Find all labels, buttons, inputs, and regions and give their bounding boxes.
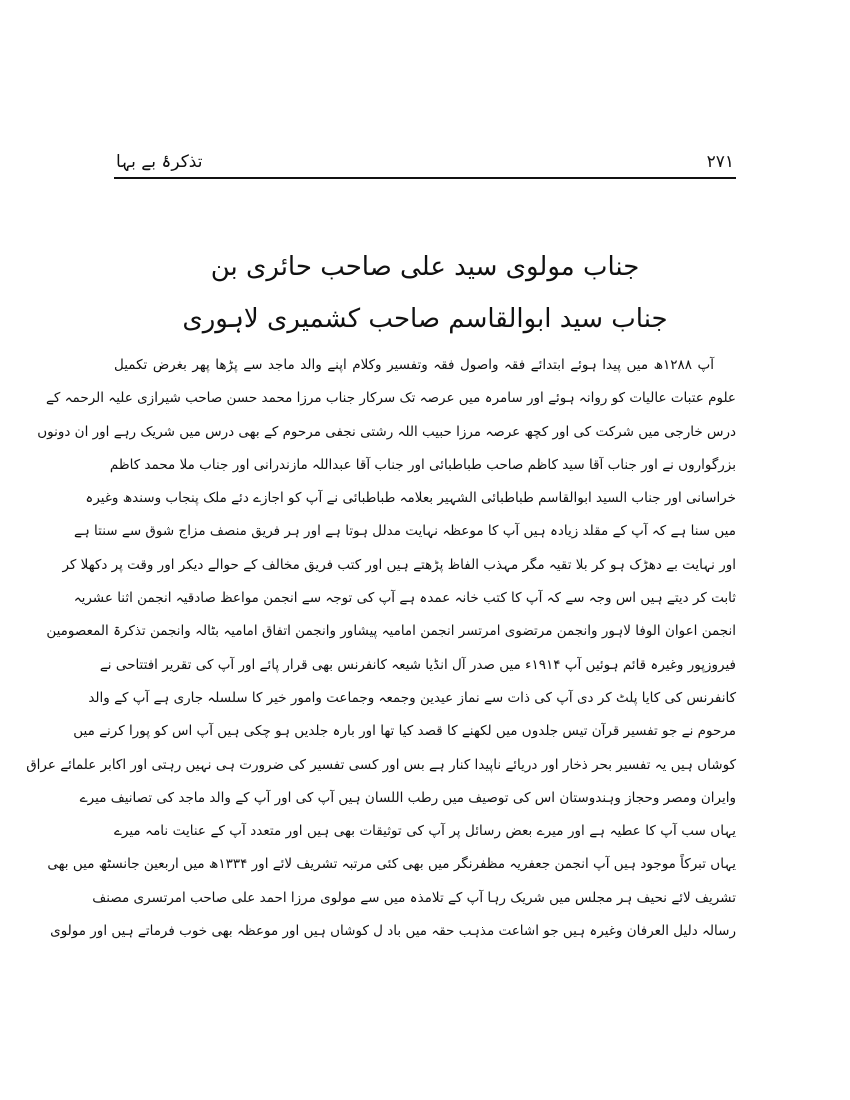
- body-line: کوشاں ہیں یہ تفسیر بحر ذخار اور دریائے ناپیدا کنار ہے بس اور کسی تفسیر کی ضرورت ہی نہیں رہتی اور اکابر علمائے عراق: [26, 756, 736, 773]
- body-line: علوم عتبات عالیات کو روانہ ہوئے اور سامرہ میں عرصہ تک سرکار جناب مرزا محمد حسن صاحب شیرازی علیہ الرحمہ کے: [46, 390, 736, 407]
- body-line: رسالہ دلیل العرفان وغیرہ ہیں جو اشاعت مذہب حقہ میں باد ل کوشاں ہیں اور موعظہ بھی خوب فرماتے ہیں اور مولوی: [50, 923, 736, 940]
- section-heading-line-1: جناب مولوی سید علی صاحب حائری بن: [210, 252, 640, 282]
- body-line: آپ ۱۲۸۸ھ میں پیدا ہوئے ابتدائے فقہ واصول فقہ وتفسیر وکلام اپنے والد ماجد سے پڑھا پھر بغرض تکمیل: [114, 357, 714, 373]
- body-line: یہاں سب آپ کا عطیہ ہے اور میرے بعض رسائل پر آپ کی توثیقات بھی ہیں اور متعدد آپ کے عنایت نامہ میرے: [114, 823, 736, 840]
- body-line: کانفرنس کی کایا پلٹ کر دی آپ کی ذات سے نماز عیدین وجمعہ وجماعت وامور خیر کا سلسلہ جاری ہے آپ کے والد: [88, 689, 736, 706]
- header-rule: [114, 177, 736, 179]
- body-line: مرحوم نے جو تفسیر قرآن تیس جلدوں میں لکھنے کا قصد کیا تھا اور بارہ جلدیں ہو چکی ہیں آپ اس کو پورا کرنے میں: [73, 723, 736, 740]
- body-line: درس خارجی میں شرکت کی اور کچھ عرصہ مرزا حبیب اللہ رشتی نجفی مرحوم کے بھی درس میں شریک رہے اور ان دونوں: [37, 423, 736, 440]
- body-line: انجمن اعوان الوفا لاہور وانجمن مرتضوی امرتسر انجمن امامیہ پیشاور وانجمن اتفاق امامیہ بٹالہ وانجمن تذکرۃ المعصومین: [46, 623, 736, 640]
- body-line: یہاں تبرکاً موجود ہیں آپ انجمن جعفریہ مظفرنگر میں بھی کئی مرتبہ تشریف لائے اور ۱۳۳۴ھ میں اربعین جانسٹھ میں بھی: [47, 856, 736, 873]
- body-line: میں سنا ہے کہ آپ کے مقلد زیادہ ہیں آپ کا موعظہ نہایت مدلل ہوتا ہے اور ہر فریق منصف مزاج شوق سے سنتا ہے: [73, 523, 736, 540]
- body-line: وایران ومصر وحجاز وہندوستان اس کی توصیف میں رطب اللسان ہیں آپ کی اور آپ کے والد ماجد کی تصانیف میرے: [79, 789, 736, 806]
- body-text: [26, 349, 736, 948]
- body-line: فیروزپور وغیرہ قائم ہوئیں آپ ۱۹۱۴ء میں صدر آل انڈیا شیعہ کانفرنس بھی قرار پائے اور آپ کی تقریر افتتاحی نے: [99, 656, 736, 673]
- page-number: ۲۷۱: [706, 152, 734, 172]
- body-line: اور نہایت بے دھڑک ہو کر بلا تقیہ مگر مہذب الفاظ پڑھتے ہیں اور کتب فریق مخالف کے حوالے دیکر اور وقت پر دکھلا کر: [62, 556, 736, 573]
- body-line: تشریف لائے نحیف ہر مجلس میں شریک رہا آپ کے تلامذہ میں سے مولوی مرزا احمد علی صاحب امرتسری مصنف: [92, 889, 736, 906]
- body-line: خراسانی اور جناب السید ابوالقاسم طباطبائی الشہیر بعلامہ طباطبائی نے آپ کو اجازے دئے ملک پنجاب وسندھ وغیرہ: [85, 490, 736, 507]
- body-line: بزرگواروں نے اور جناب آقا سید کاظم صاحب طباطبائی اور جناب آقا عبداللہ مازندرانی اور جناب ملا محمد کاظم: [109, 456, 736, 473]
- section-heading-line-2: جناب سید ابوالقاسم صاحب کشمیری لاہوری: [182, 304, 668, 334]
- running-title: تذکرۂ بے بہا: [116, 152, 203, 172]
- body-line: ثابت کر دیتے ہیں اس وجہ سے کہ آپ کا کتب خانہ عمدہ ہے آپ کی توجہ سے انجمن مواعظ صادقیہ انجمن اثنا عشریہ: [73, 590, 736, 607]
